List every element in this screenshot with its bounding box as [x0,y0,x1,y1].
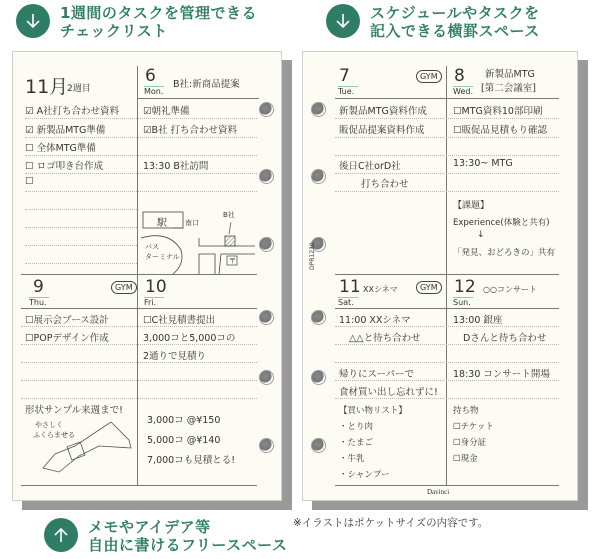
caption-line1: 1週間のタスクを管理できる [60,4,257,22]
quote-line: 5,000コ @¥140 [147,435,221,446]
shopping-item: ・牛乳 [339,454,365,464]
ruled-line [25,263,137,264]
tue-item: 販促品提案資料作成 [339,125,425,136]
footer-rule [21,485,257,486]
ruled-line [25,173,257,174]
belongings-item: ☐身分証 [453,438,487,448]
day-number: 6 [145,66,156,86]
ruled-line [335,380,559,381]
day-number: 11 [339,277,361,297]
caption-line1: メモやアイデア等 [88,518,211,536]
quote-line: 7,000コも見積とる! [147,455,236,466]
column-divider [446,66,447,486]
binder-hole [259,237,274,252]
belongings-item: ☐現金 [453,454,478,464]
weekday-label: Thu. [29,298,47,307]
day-title: B社:新商品提案 [173,79,240,90]
footer-rule [335,485,559,486]
ruled-line [335,191,559,192]
binder-hole [311,310,326,325]
binder-hole [311,169,326,184]
checklist-item[interactable]: ☐ 全体MTG準備 [25,143,96,154]
caption-schedule [326,4,540,40]
mon-item: ☑朝礼準備 [143,106,190,117]
fri-item: 3,000コと5,000コの [143,333,236,344]
wed-item: ☐販促品見積もり確認 [453,125,548,136]
ruled-line [335,137,559,138]
issue-line: 「発見、おどろきの」共有 [453,248,556,258]
day-number: 10 [145,277,167,297]
day-number: 8 [454,66,465,86]
issue-line: Experience(体験と共有) [453,218,550,228]
tue-item: 打ち合わせ [361,179,409,190]
ruled-line [335,362,559,363]
belongings-title: 持ち物 [453,406,479,416]
binder-hole [259,102,274,117]
tue-item: 新製品MTG資料作成 [339,106,427,117]
header-rule [335,308,559,309]
ruled-line [25,227,137,228]
map-station-label: 駅 [157,218,167,229]
memo-title: 形状サンプル来週まで! [25,405,123,416]
memo-note: やさしく [35,421,63,429]
arrow-down-icon [326,4,360,38]
ruled-line [335,326,559,327]
binder-hole [311,102,326,117]
checklist-item[interactable]: ☐ [25,176,34,187]
thu-item: ☐POPデザイン作成 [25,333,109,344]
sat-item: 帰りにスーパーで [339,369,415,380]
tue-item: 後日C社orD社 [339,161,401,172]
day-title: ○○コンサート [483,285,537,294]
ruled-line [25,155,257,156]
sun-item: 18:30 コンサート開場 [453,369,550,380]
map-sketch [139,192,259,274]
ruled-line [25,118,257,119]
arrow-up-icon [44,518,78,552]
header-rule [335,98,559,99]
caption-line2: チェックリスト [60,22,168,40]
belongings-item: ☐チケット [453,422,494,432]
caption-line2: 自由に書けるフリースペース [88,536,288,554]
ruled-line [335,344,559,345]
brand-label: Davinci [427,488,450,496]
product-sketch [39,412,135,474]
map-company-label: B社 [223,211,235,219]
header-rule [21,308,257,309]
section-rule [335,274,559,275]
checklist-item[interactable]: ☑ A社打ち合わせ資料 [25,106,120,117]
left-planner-page [12,51,282,501]
day-subtitle: [第二会議室] [481,83,536,94]
weekday-label: Sun. [453,298,471,307]
ruled-line [21,344,257,345]
fri-item: ☐C社見積書提出 [143,315,216,326]
ruled-line [335,398,559,399]
shopping-item: ・たまご [339,438,374,448]
wed-item: ☐MTG資料10部印刷 [453,106,543,117]
memo-note: ふくらませる [33,431,75,439]
gym-badge: GYM [416,70,442,83]
month-label: 11月 [25,76,69,98]
day-title: 新製品MTG [485,69,535,80]
binder-hole [311,438,326,453]
sun-item: Dさんと待ち合わせ [463,333,547,344]
day-title: XXシネマ [363,285,398,294]
ruled-line [21,380,257,381]
caption-checklist [16,4,257,40]
map-bus-label: バス [145,243,159,251]
issue-title: 【課題】 [453,201,490,211]
day-number: 7 [339,66,350,86]
shopping-item: ・とり肉 [339,422,374,432]
checklist-item[interactable]: ☐ ロゴ叩き台作成 [25,161,104,172]
wed-item: 13:30~ MTG [453,158,513,169]
binder-hole [259,438,274,453]
ruled-line [335,118,559,119]
binder-hole [311,370,326,385]
binder-hole [259,310,274,325]
shopping-item: ・シャンプー [339,470,390,480]
sat-item: 11:00 XXシネマ [339,315,411,326]
map-post-icon: 〒 [229,257,236,265]
shopping-title: 【買い物リスト】 [339,406,407,416]
column-divider [137,66,138,486]
map-terminal-label: ターミナル [145,253,180,261]
caption-line1: スケジュールやタスクを [370,4,540,22]
ruled-line [25,245,137,246]
mon-item: ☑B社 打ち合わせ資料 [143,125,238,136]
binder-hole [259,370,274,385]
gym-badge: GYM [111,281,137,294]
day-number: 12 [454,277,476,297]
ruled-line [21,326,257,327]
header-rule [137,98,259,99]
binder-hole [259,169,274,184]
ruled-line [25,137,257,138]
ruled-line [335,173,559,174]
ruled-line [21,398,257,399]
map-exit-label: 南口 [185,219,199,227]
right-planner-page [302,51,578,501]
ruled-line [21,362,257,363]
weekday-label: Sat. [338,298,354,307]
quote-line: 3,000コ @¥150 [147,415,221,426]
sat-item: 食材買い出し忘れずに! [339,387,438,398]
weekday-label: Tue. [338,87,355,96]
arrow-down-icon: ↓ [477,230,485,240]
weekday-label: Wed. [453,87,473,96]
gym-badge: GYM [416,281,442,294]
day-number: 9 [33,277,44,297]
caption-freespace [44,518,287,554]
fri-item: 2通りで見積り [143,351,207,362]
ruled-line [335,155,559,156]
arrow-down-icon [16,4,50,38]
checklist-item[interactable]: ☑ 新製品MTG準備 [25,125,106,136]
ruled-line [25,209,137,210]
caption-line2: 記入できる横罫スペース [370,22,540,40]
week-label: 2週目 [67,84,91,94]
product-code: DPR1230 [309,242,316,270]
sun-item: 13:00 銀座 [453,315,503,326]
section-rule [21,274,257,275]
thu-item: ☐展示会ブース設計 [25,315,109,326]
weekday-label: Fri. [144,298,157,307]
sat-item: △△と待ち合わせ [349,333,421,344]
weekday-label: Mon. [144,87,164,96]
mon-item: 13:30 B社訪問 [143,161,209,172]
footnote: ※イラストはポケットサイズの内容です。 [293,517,489,529]
